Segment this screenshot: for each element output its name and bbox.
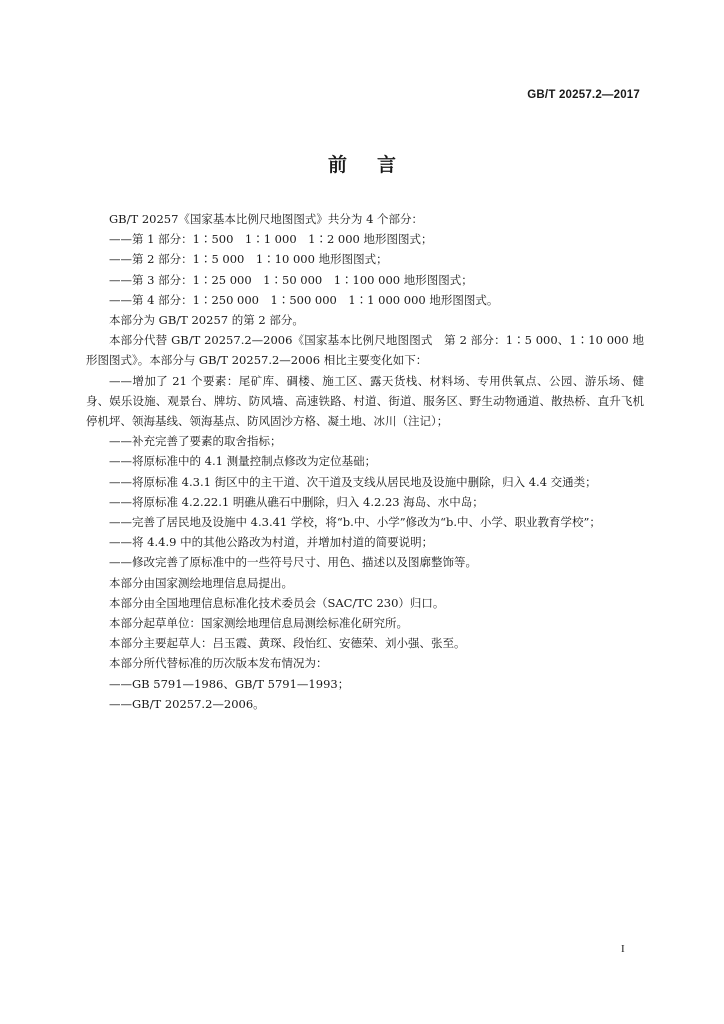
list-item: ——补充完善了要素的取舍指标；: [109, 434, 282, 449]
list-item: ——完善了居民地及设施中 4.3.41 学校，将“b.中、小学”修改为“b.中、小学、职业教育学校”；: [109, 515, 601, 530]
standard-code: GB/T 20257.2—2017: [527, 89, 640, 101]
paragraph: 本部分由国家测绘地理信息局提出。: [109, 575, 293, 590]
list-item: ——将 4.4.9 中的其他公路改为村道，并增加村道的简要说明；: [109, 535, 434, 550]
list-item: ——将原标准 4.2.22.1 明礁从礁石中删除，归入 4.2.23 海岛、水中岛；: [109, 494, 484, 509]
paragraph: 本部分由全国地理信息标准化技术委员会（SAC/TC 230）归口。: [109, 595, 445, 610]
list-item: ——GB/T 20257.2—2006。: [109, 696, 265, 711]
paragraph: GB/T 20257《国家基本比例尺地图图式》共分为 4 个部分：: [109, 212, 424, 226]
list-item: ——将原标准 4.3.1 街区中的主干道、次干道及支线从居民地及设施中删除，归入 4.4 交通类；: [109, 474, 597, 489]
list-item: ——第 3 部分：1∶25 000 1∶50 000 1∶100 000 地形图图式；: [109, 272, 473, 287]
page-title: 前言: [327, 154, 426, 176]
page-number: I: [621, 943, 625, 955]
paragraph: 本部分为 GB/T 20257 的第 2 部分。: [109, 313, 304, 328]
paragraph: 本部分起草单位：国家测绘地理信息局测绘标准化研究所。: [109, 616, 408, 631]
paragraph: 本部分代替 GB/T 20257.2—2006《国家基本比例尺地图图式 第 2 部分：1∶5 000、1∶10 000 地形图图式》。本部分与 GB/T 20257.2—2006 相比主要变化如下：: [86, 333, 644, 368]
list-item: ——第 1 部分：1∶500 1∶1 000 1∶2 000 地形图图式；: [109, 232, 433, 247]
list-item: ——第 2 部分：1∶5 000 1∶10 000 地形图图式；: [109, 252, 388, 267]
paragraph: 本部分主要起草人：吕玉霞、黄琛、段怡红、安德荣、刘小强、张至。: [109, 636, 466, 651]
list-item: ——修改完善了原标准中的一些符号尺寸、用色、描述以及图廓整饰等。: [109, 555, 477, 570]
paragraph: 本部分所代替标准的历次版本发布情况为：: [109, 656, 328, 671]
list-item: ——增加了 21 个要素：尾矿库、碉楼、施工区、露天货栈、材料场、专用供氧点、公园、游乐场、健身、娱乐设施、观景台、牌坊、防风墙、高速铁路、村道、街道、服务区、野生动物通道、散热桥、直升飞机停机坪、领海基线、领海基点、防风固沙方格、凝土地、冰川（注记）；: [86, 373, 644, 429]
foreword-body: [86, 209, 644, 714]
list-item: ——GB 5791—1986、GB/T 5791—1993；: [109, 676, 350, 691]
list-item: ——第 4 部分：1∶250 000 1∶500 000 1∶1 000 000 地形图图式。: [109, 292, 499, 307]
list-item: ——将原标准中的 4.1 测量控制点修改为定位基础；: [109, 454, 377, 469]
